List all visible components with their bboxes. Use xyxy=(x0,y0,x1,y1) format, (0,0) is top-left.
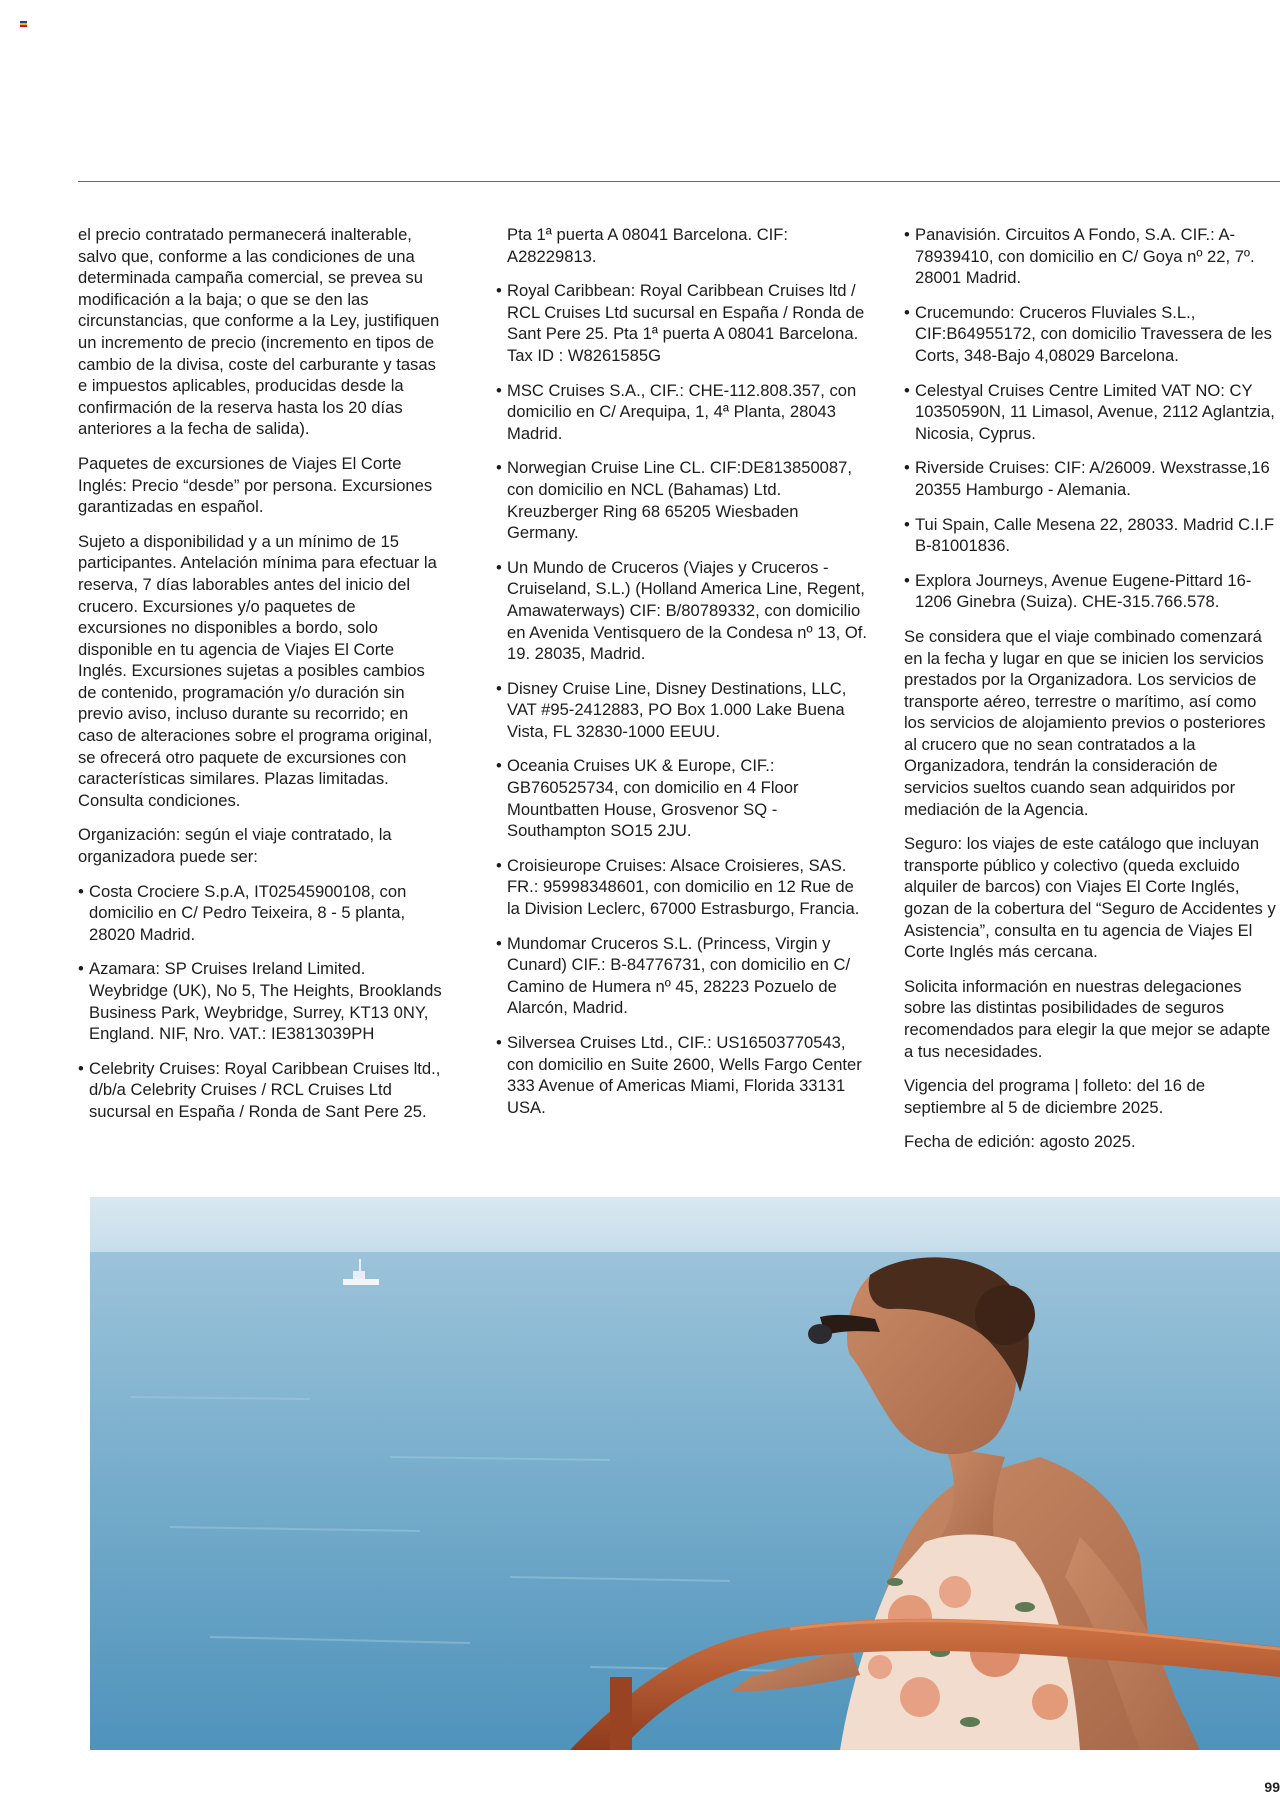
list-item-text: Celebrity Cruises: Royal Caribbean Cruises ltd., d/b/a Celebrity Cruises / RCL Cruises Ltd sucursal en España / Ronda de Sant Pere 25. xyxy=(89,1058,441,1121)
list-item xyxy=(496,380,868,445)
page-number: 99 xyxy=(1264,1779,1280,1795)
list-item xyxy=(496,280,868,366)
bullet-icon: • xyxy=(904,380,910,400)
list-item-continuation: Pta 1ª puerta A 08041 Barcelona. CIF: A28229813. xyxy=(507,225,789,266)
list-item xyxy=(496,933,868,1019)
list-item xyxy=(904,570,1280,613)
bullet-icon: • xyxy=(904,458,910,478)
bullet-icon: • xyxy=(496,933,502,953)
list-item-text: Un Mundo de Cruceros (Viajes y Cruceros - Cruiseland, S.L.) (Holland America Line, Regent, Amawaterways) CIF: B/80789332, con domicilio en Avenida Ventisquero de la Condesa nº 13, Of. 19. 28035, Madrid. xyxy=(507,557,868,664)
cruise-photo-illustration xyxy=(90,1197,1280,1750)
price-paragraph: el precio contratado permanecerá inalterable, salvo que, conforme a las condiciones de una determinada campaña comercial, se prevea su modificación a la baja; o que se den las circunstancias, que conforme a la Ley, justifiquen un incremento de precio (incremento en tipos de cambio de la divisa, coste del carburante y tasas e impuestos aplicables, producidas desde la confirmación de la reserva hasta los 20 días anteriores a la fecha de salida). xyxy=(78,225,440,439)
list-item-text: Explora Journeys, Avenue Eugene-Pittard 16-1206 Ginebra (Suiza). CHE-315.766.578. xyxy=(915,570,1252,612)
list-item xyxy=(904,457,1280,500)
list-item-text: Panavisión. Circuitos A Fondo, S.A. CIF.: A-78939410, con domicilio en C/ Goya nº 22, 7º. 28001 Madrid. xyxy=(915,225,1255,288)
list-item-text: Tui Spain, Calle Mesena 22, 28033. Madrid C.I.F B-81001836. xyxy=(915,514,1275,556)
edition-date-paragraph: Fecha de edición: agosto 2025. xyxy=(904,1132,1136,1152)
list-item-text: Crucemundo: Cruceros Fluviales S.L., CIF:B64955172, con domicilio Travessera de les Corts, 348-Bajo 4,08029 Barcelona. xyxy=(915,302,1272,365)
availability-paragraph: Sujeto a disponibilidad y a un mínimo de 15 participantes. Antelación mínima para efectuar la reserva, 7 días laborables antes del inicio del crucero. Excursiones y/o paquetes de excursiones no disponibles a bordo, solo disponible en tu agencia de Viajes El Corte Inglés. Excursiones sujetas a posibles cambios de contenido, programación y/o duración sin previo aviso, incluso durante su recorrido; en caso de alteraciones sobre el programa original, se ofrecerá otro paquete de excursiones con características similares. Plazas limitadas. Consulta condiciones. xyxy=(78,531,437,810)
list-item xyxy=(496,678,868,743)
bullet-icon: • xyxy=(904,514,910,534)
list-item xyxy=(78,1058,446,1123)
list-item-text: Celestyal Cruises Centre Limited VAT NO: CY 10350590N, 11 Limasol, Avenue, 2112 Aglantzia, Nicosia, Cyprus. xyxy=(915,380,1275,443)
list-item xyxy=(904,380,1280,445)
list-item-text: Norwegian Cruise Line CL. CIF:DE813850087, con domicilio en NCL (Bahamas) Ltd. Kreuzberger Ring 68 65205 Wiesbaden Germany. xyxy=(507,458,852,543)
excursion-packages-paragraph: Paquetes de excursiones de Viajes El Corte Inglés: Precio “desde” por persona. Excursiones garantizadas en español. xyxy=(78,453,433,517)
bullet-icon: • xyxy=(78,959,84,979)
list-item xyxy=(496,755,868,841)
list-item xyxy=(78,958,446,1044)
flag-icon xyxy=(20,21,27,27)
list-item-text: Oceania Cruises UK & Europe, CIF.: GB760525734, con domicilio en 4 Floor Mountbatten House, Grosvenor SQ - Southampton SO15 2JU. xyxy=(507,756,799,841)
bullet-icon: • xyxy=(496,756,502,776)
bullet-icon: • xyxy=(904,302,910,322)
list-item xyxy=(496,1032,868,1118)
list-item xyxy=(904,514,1280,557)
list-item-text: Mundomar Cruceros S.L. (Princess, Virgin y Cunard) CIF.: B-84776731, con domicilio en C/ Camino de Humera nº 45, 28223 Pozuelo de Alarcón, Madrid. xyxy=(507,933,851,1018)
insurance-paragraph: Seguro: los viajes de este catálogo que incluyan transporte público y colectivo (queda excluido alquiler de barcos) con Viajes El Corte Inglés, gozan de la cobertura del “Seguro de Accidentes y Asistencia”, consulta en tu agencia de Viajes El Corte Inglés más cercana. xyxy=(904,834,1276,962)
list-item-text: MSC Cruises S.A., CIF.: CHE-112.808.357, con domicilio en C/ Arequipa, 1, 4ª Planta, 28043 Madrid. xyxy=(507,380,857,443)
list-item-text: Silversea Cruises Ltd., CIF.: US16503770543, con domicilio en Suite 2600, Wells Fargo Center 333 Avenue of Americas Miami, Florida 33131 USA. xyxy=(507,1033,862,1117)
text-column-2 xyxy=(496,224,868,1131)
bullet-icon: • xyxy=(78,1058,84,1078)
list-item-text: Royal Caribbean: Royal Caribbean Cruises ltd / RCL Cruises Ltd sucursal en España / Ronda de Sant Pere 25. Pta 1ª puerta A 08041 Barcelona. Tax ID : W8261585G xyxy=(507,281,865,365)
text-column-1 xyxy=(78,224,446,1136)
bullet-icon: • xyxy=(904,570,910,590)
list-item xyxy=(904,302,1280,367)
list-item xyxy=(904,224,1280,289)
bullet-icon: • xyxy=(496,557,502,577)
list-item xyxy=(496,557,868,665)
bullet-icon: • xyxy=(496,678,502,698)
list-item-text: Azamara: SP Cruises Ireland Limited. Weybridge (UK), No 5, The Heights, Brooklands Business Park, Weybridge, Surrey, KT13 0NY, England. NIF, Nro. VAT.: IE3813039PH xyxy=(89,959,442,1044)
list-item xyxy=(496,457,868,543)
bullet-icon: • xyxy=(78,881,84,901)
list-item xyxy=(78,881,446,946)
bullet-icon: • xyxy=(496,855,502,875)
list-item-text: Disney Cruise Line, Disney Destinations, LLC, VAT #95-2412883, PO Box 1.000 Lake Buena Vista, FL 32830-1000 EEUU. xyxy=(507,678,847,741)
bullet-icon: • xyxy=(904,225,910,244)
list-item-text: Riverside Cruises: CIF: A/26009. Wexstrasse,16 20355 Hamburgo - Alemania. xyxy=(915,458,1270,499)
bullet-icon: • xyxy=(496,281,502,301)
bullet-icon: • xyxy=(496,458,502,478)
sky xyxy=(90,1197,1280,1257)
program-validity-paragraph: Vigencia del programa | folleto: del 16 de septiembre al 5 de diciembre 2025. xyxy=(904,1076,1206,1117)
text-column-3 xyxy=(904,224,1280,1166)
flag-stripe-bottom xyxy=(20,25,27,27)
header-divider xyxy=(78,181,1280,182)
bullet-icon: • xyxy=(496,1033,502,1052)
bullet-icon: • xyxy=(496,380,502,400)
list-item-text: Costa Crociere S.p.A, IT02545900108, con domicilio en C/ Pedro Teixeira, 8 - 5 planta, 28020 Madrid. xyxy=(89,881,407,944)
list-item-text: Croisieurope Cruises: Alsace Croisieres, SAS. FR.: 95998348601, con domicilio en 12 Rue de la Division Leclerc, 67000 Estrasburgo, Francia. xyxy=(507,855,860,919)
insurance-info-paragraph: Solicita información en nuestras delegaciones sobre las distintas posibilidades de seguros recomendados para elegir la que mejor se adapte a tus necesidades. xyxy=(904,976,1271,1061)
combined-trip-paragraph: Se considera que el viaje combinado comenzará en la fecha y lugar en que se inicien los servicios prestados por la Organizadora. Los servicios de transporte aéreo, terrestre o marítimo, así como los servicios de alojamiento previos o posteriores al crucero que no sean contratados a la Organizadora, tendrán la consideración de servicios sueltos cuando sean adquiridos por mediación de la Agencia. xyxy=(904,626,1266,819)
organization-paragraph: Organización: según el viaje contratado, la organizadora puede ser: xyxy=(78,825,392,867)
cruise-photo xyxy=(90,1197,1280,1750)
list-item xyxy=(496,855,868,920)
